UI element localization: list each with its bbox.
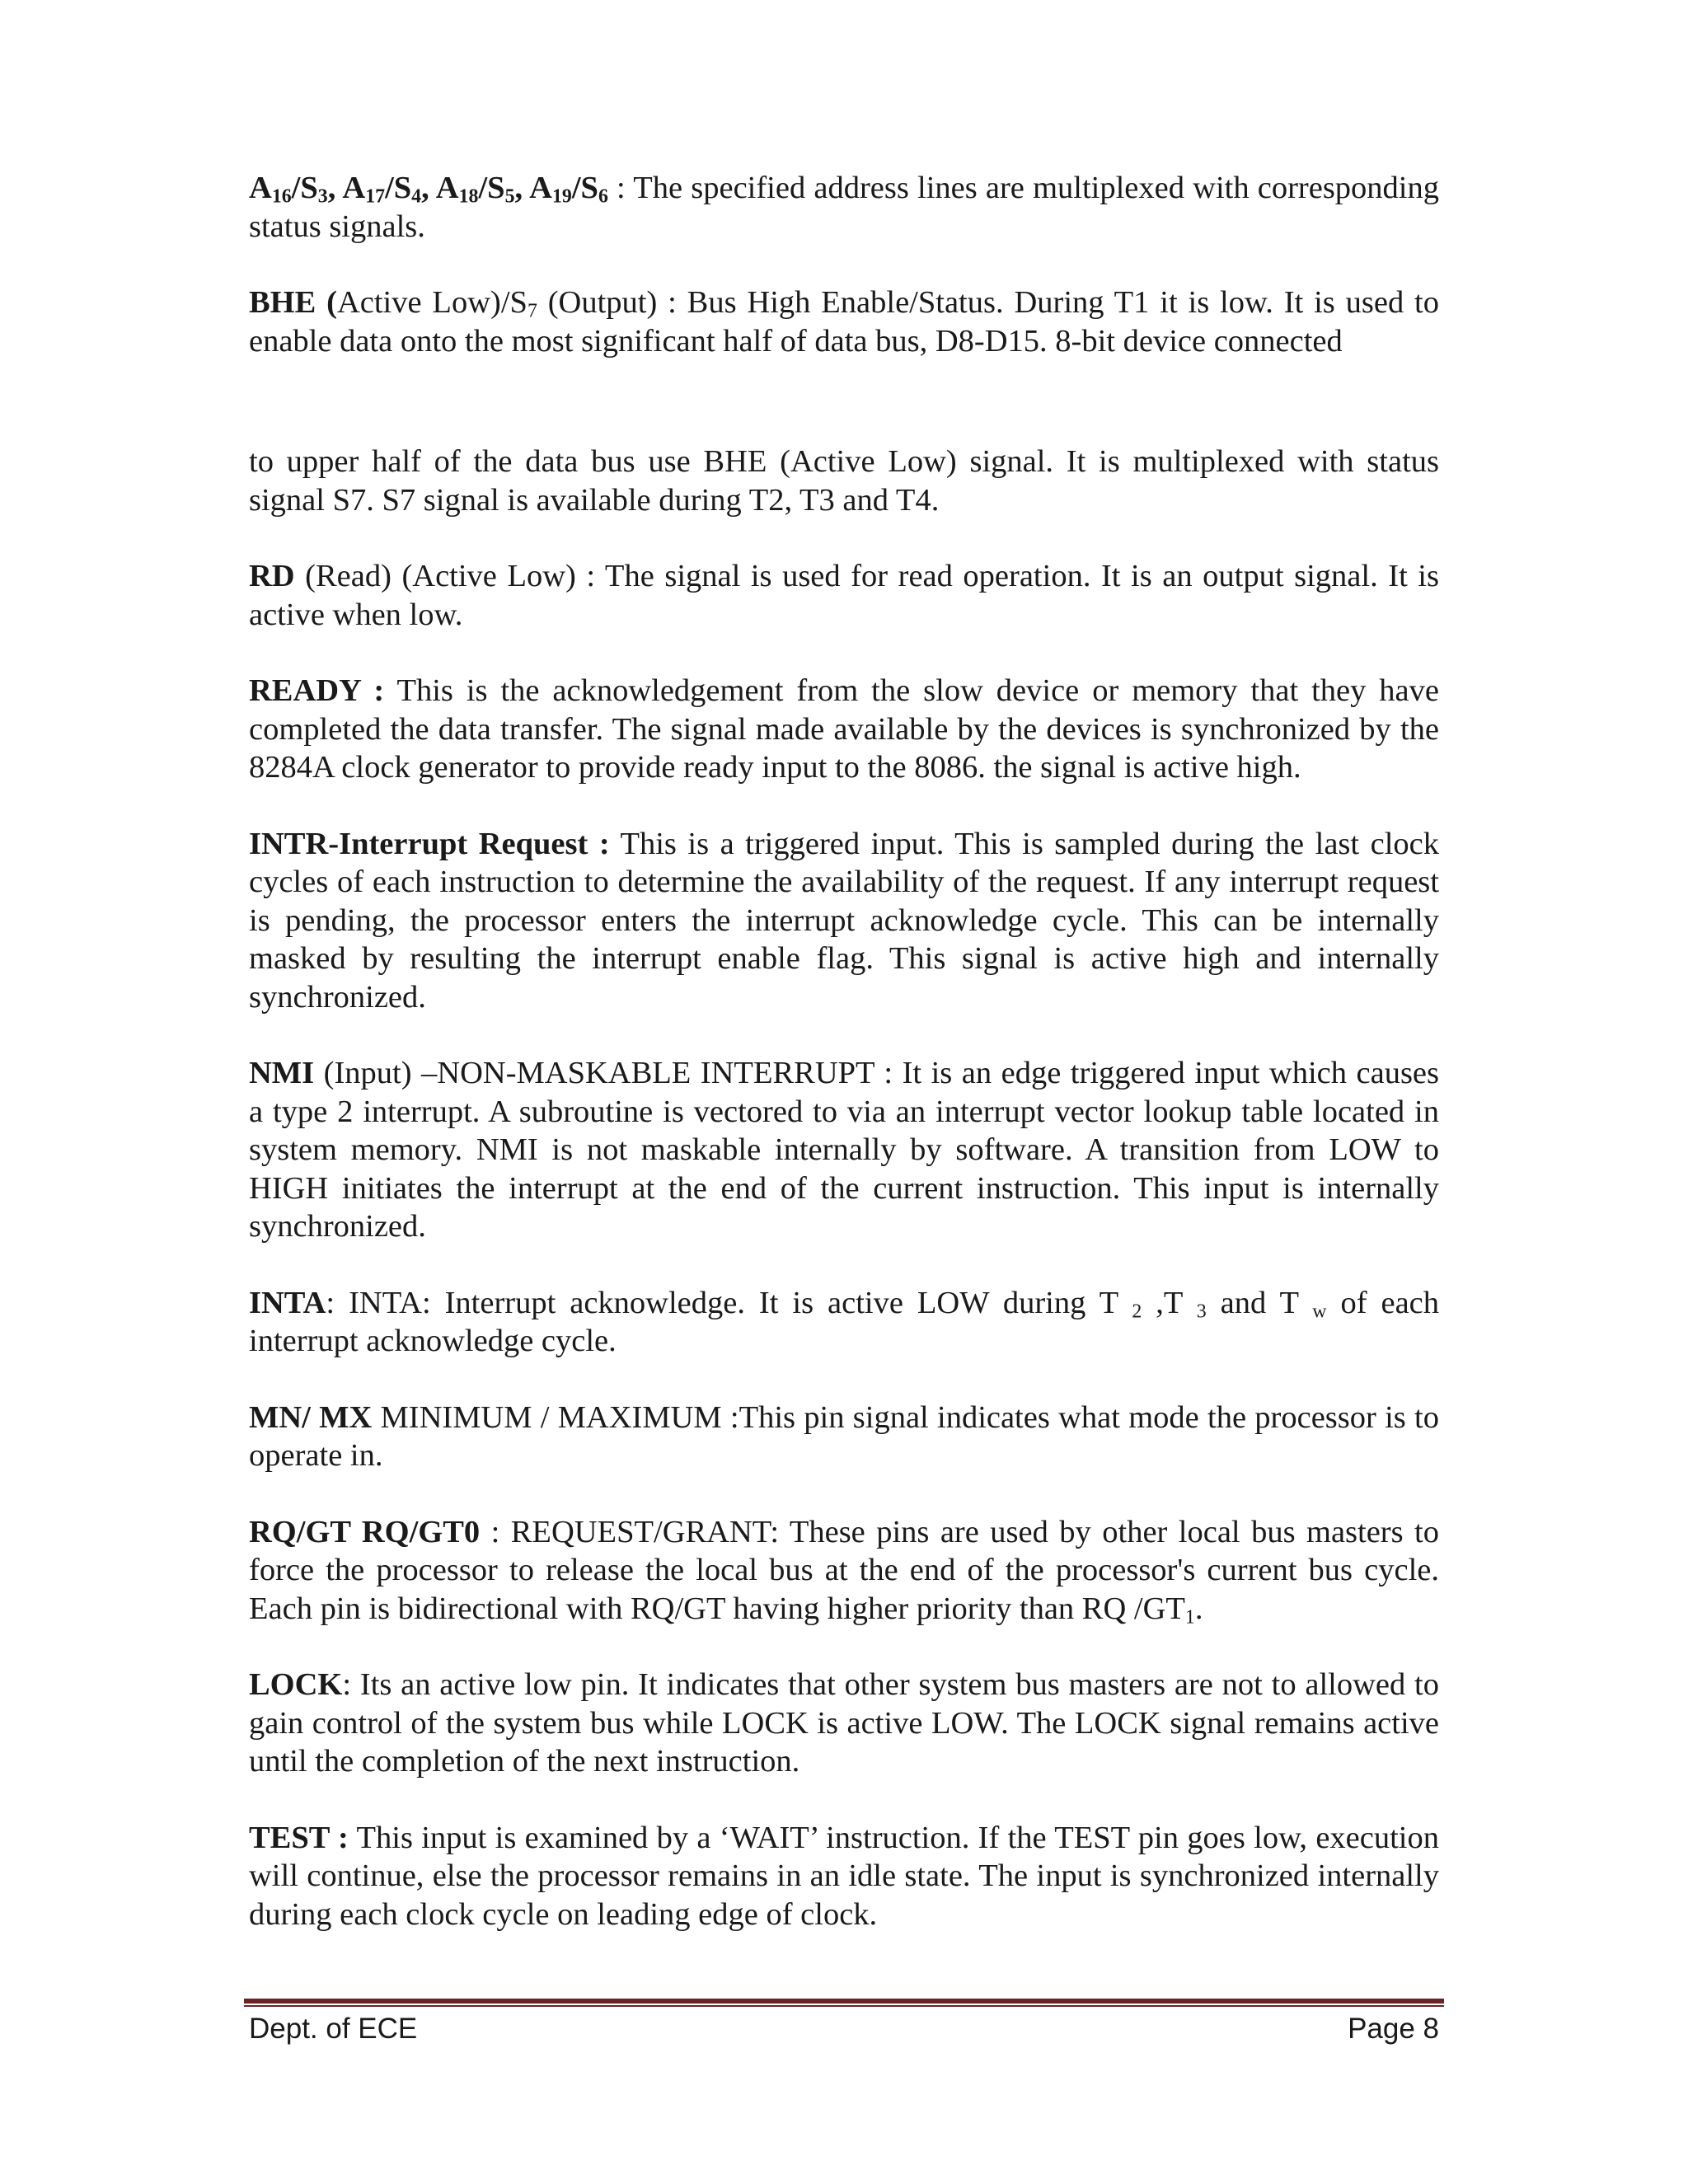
- term-address-status: [249, 171, 608, 208]
- description-text: : The specified address lines are multiplexed with corresponding status signals.: [249, 171, 1440, 244]
- subscript: 3: [1196, 1300, 1207, 1322]
- description-text: (Input) –NON-MASKABLE INTERRUPT : It is an edge triggered input which causes a type 2 interrupt. A subroutine is vectored to via an interrupt vector lookup table located in system memory. NMI is not maskable internally by software. A transition from LOW to HIGH initiates the interrupt at the end of the current instruction. This input is internally synchronized.: [249, 1056, 1439, 1244]
- description-text: This input is examined by a ‘WAIT’ instruction. If the TEST pin goes low, execution will continue, else the processor remains in an idle state. The input is synchronized internally during each clock cycle on leading edge of clock.: [249, 1820, 1439, 1932]
- subscript: w: [1312, 1300, 1327, 1322]
- paragraph-lock: [249, 1666, 1439, 1781]
- term-part: , A: [421, 171, 459, 205]
- term-part: /S: [385, 171, 412, 205]
- term-ready: READY :: [249, 673, 385, 708]
- description-text: Active Low)/S: [336, 285, 528, 320]
- subscript: 2: [1132, 1300, 1142, 1322]
- term-subscript: 16: [271, 185, 292, 208]
- term-subscript: 3: [317, 185, 328, 208]
- term-lock: LOCK: [249, 1667, 343, 1702]
- paragraph-mnmx: [249, 1399, 1439, 1475]
- term-test: TEST :: [249, 1820, 349, 1855]
- paragraph-inta: [249, 1284, 1439, 1361]
- term-part: , A: [514, 171, 552, 205]
- term-subscript: 19: [551, 185, 572, 208]
- paragraph-bhe-continued: [249, 443, 1439, 519]
- paragraph-intr: [249, 825, 1439, 1017]
- term-bhe: BHE (: [249, 285, 337, 320]
- paragraph-address-status: [249, 169, 1439, 246]
- subscript: 1: [1184, 1605, 1195, 1628]
- term-part: A: [249, 171, 272, 205]
- paragraph-rd: [249, 557, 1439, 634]
- footer-rule-thin: [244, 2005, 1444, 2007]
- term-subscript: 4: [411, 185, 422, 208]
- description-text: to upper half of the data bus use BHE (Active Low) signal. It is multiplexed with status signal S7. S7 signal is available during T2, T3 and T4.: [249, 444, 1439, 518]
- description-text: This is a triggered input. This is sampled during the last clock cycles of each instruction to determine the availability of the request. If any interrupt request is pending, the processor enters the interrupt acknowledge cycle. This can be internally masked by resulting the interrupt enable flag. This signal is active high and internally synchronized.: [249, 826, 1439, 1015]
- term-part: /S: [478, 171, 505, 205]
- paragraph-rqgt: [249, 1513, 1439, 1629]
- term-mnmx: MN/ MX: [249, 1399, 373, 1435]
- subscript: 7: [527, 300, 537, 322]
- term-subscript: 5: [504, 185, 515, 208]
- description-text: of each interrupt acknowledge cycle.: [249, 1285, 1439, 1358]
- description-text: : INTA: Interrupt acknowledge. It is active LOW during T: [326, 1285, 1132, 1320]
- description-text: .: [1194, 1591, 1203, 1626]
- description-text: : REQUEST/GRANT: These pins are used by other local bus masters to force the processor to release the local bus at the end of the processor's current bus cycle. Each pin is bidirectional with RQ/GT having higher priority than RQ /GT: [249, 1514, 1440, 1626]
- footer-page-number: Page 8: [1348, 2013, 1439, 2045]
- term-subscript: 18: [458, 185, 479, 208]
- paragraph-bhe: [249, 284, 1439, 360]
- description-text: (Read) (Active Low) : The signal is used for read operation. It is an output signal. It is active when low.: [249, 559, 1439, 632]
- footer-department: Dept. of ECE: [249, 2013, 418, 2045]
- description-text: : Its an active low pin. It indicates that other system bus masters are not to allowed to gain control of the system bus while LOCK is active LOW. The LOCK signal remains active until the completion of the next instruction.: [249, 1667, 1439, 1779]
- description-text: and T: [1206, 1285, 1313, 1320]
- description-text: MINIMUM / MAXIMUM :This pin signal indicates what mode the processor is to operate in.: [249, 1399, 1439, 1473]
- description-text: (Output) : Bus High Enable/Status. During T1 it is low. It is used to enable data onto the most significant half of data bus, D8-D15. 8-bit device connected: [249, 285, 1439, 359]
- footer-rule-thick: [244, 1999, 1444, 2004]
- paragraph-nmi: [249, 1054, 1439, 1246]
- term-subscript: 6: [598, 185, 608, 208]
- paragraph-test: [249, 1819, 1439, 1934]
- paragraph-ready: [249, 672, 1439, 787]
- description-text: This is the acknowledgement from the slow device or memory that they have completed the data transfer. The signal made available by the devices is synchronized by the 8284A clock generator to provide ready input to the 8086. the signal is active high.: [249, 673, 1439, 785]
- term-part: /S: [571, 171, 598, 205]
- term-part: , A: [327, 171, 366, 205]
- term-inta: INTA: [249, 1285, 326, 1320]
- term-subscript: 17: [365, 185, 386, 208]
- term-intr: INTR-Interrupt Request :: [249, 826, 610, 861]
- description-text: ,T: [1142, 1285, 1197, 1320]
- page-body: [249, 169, 1439, 1971]
- term-nmi: NMI: [249, 1056, 315, 1090]
- term-rqgt: RQ/GT RQ/GT0: [249, 1514, 481, 1549]
- term-rd: RD: [249, 559, 295, 593]
- term-part: /S: [291, 171, 318, 205]
